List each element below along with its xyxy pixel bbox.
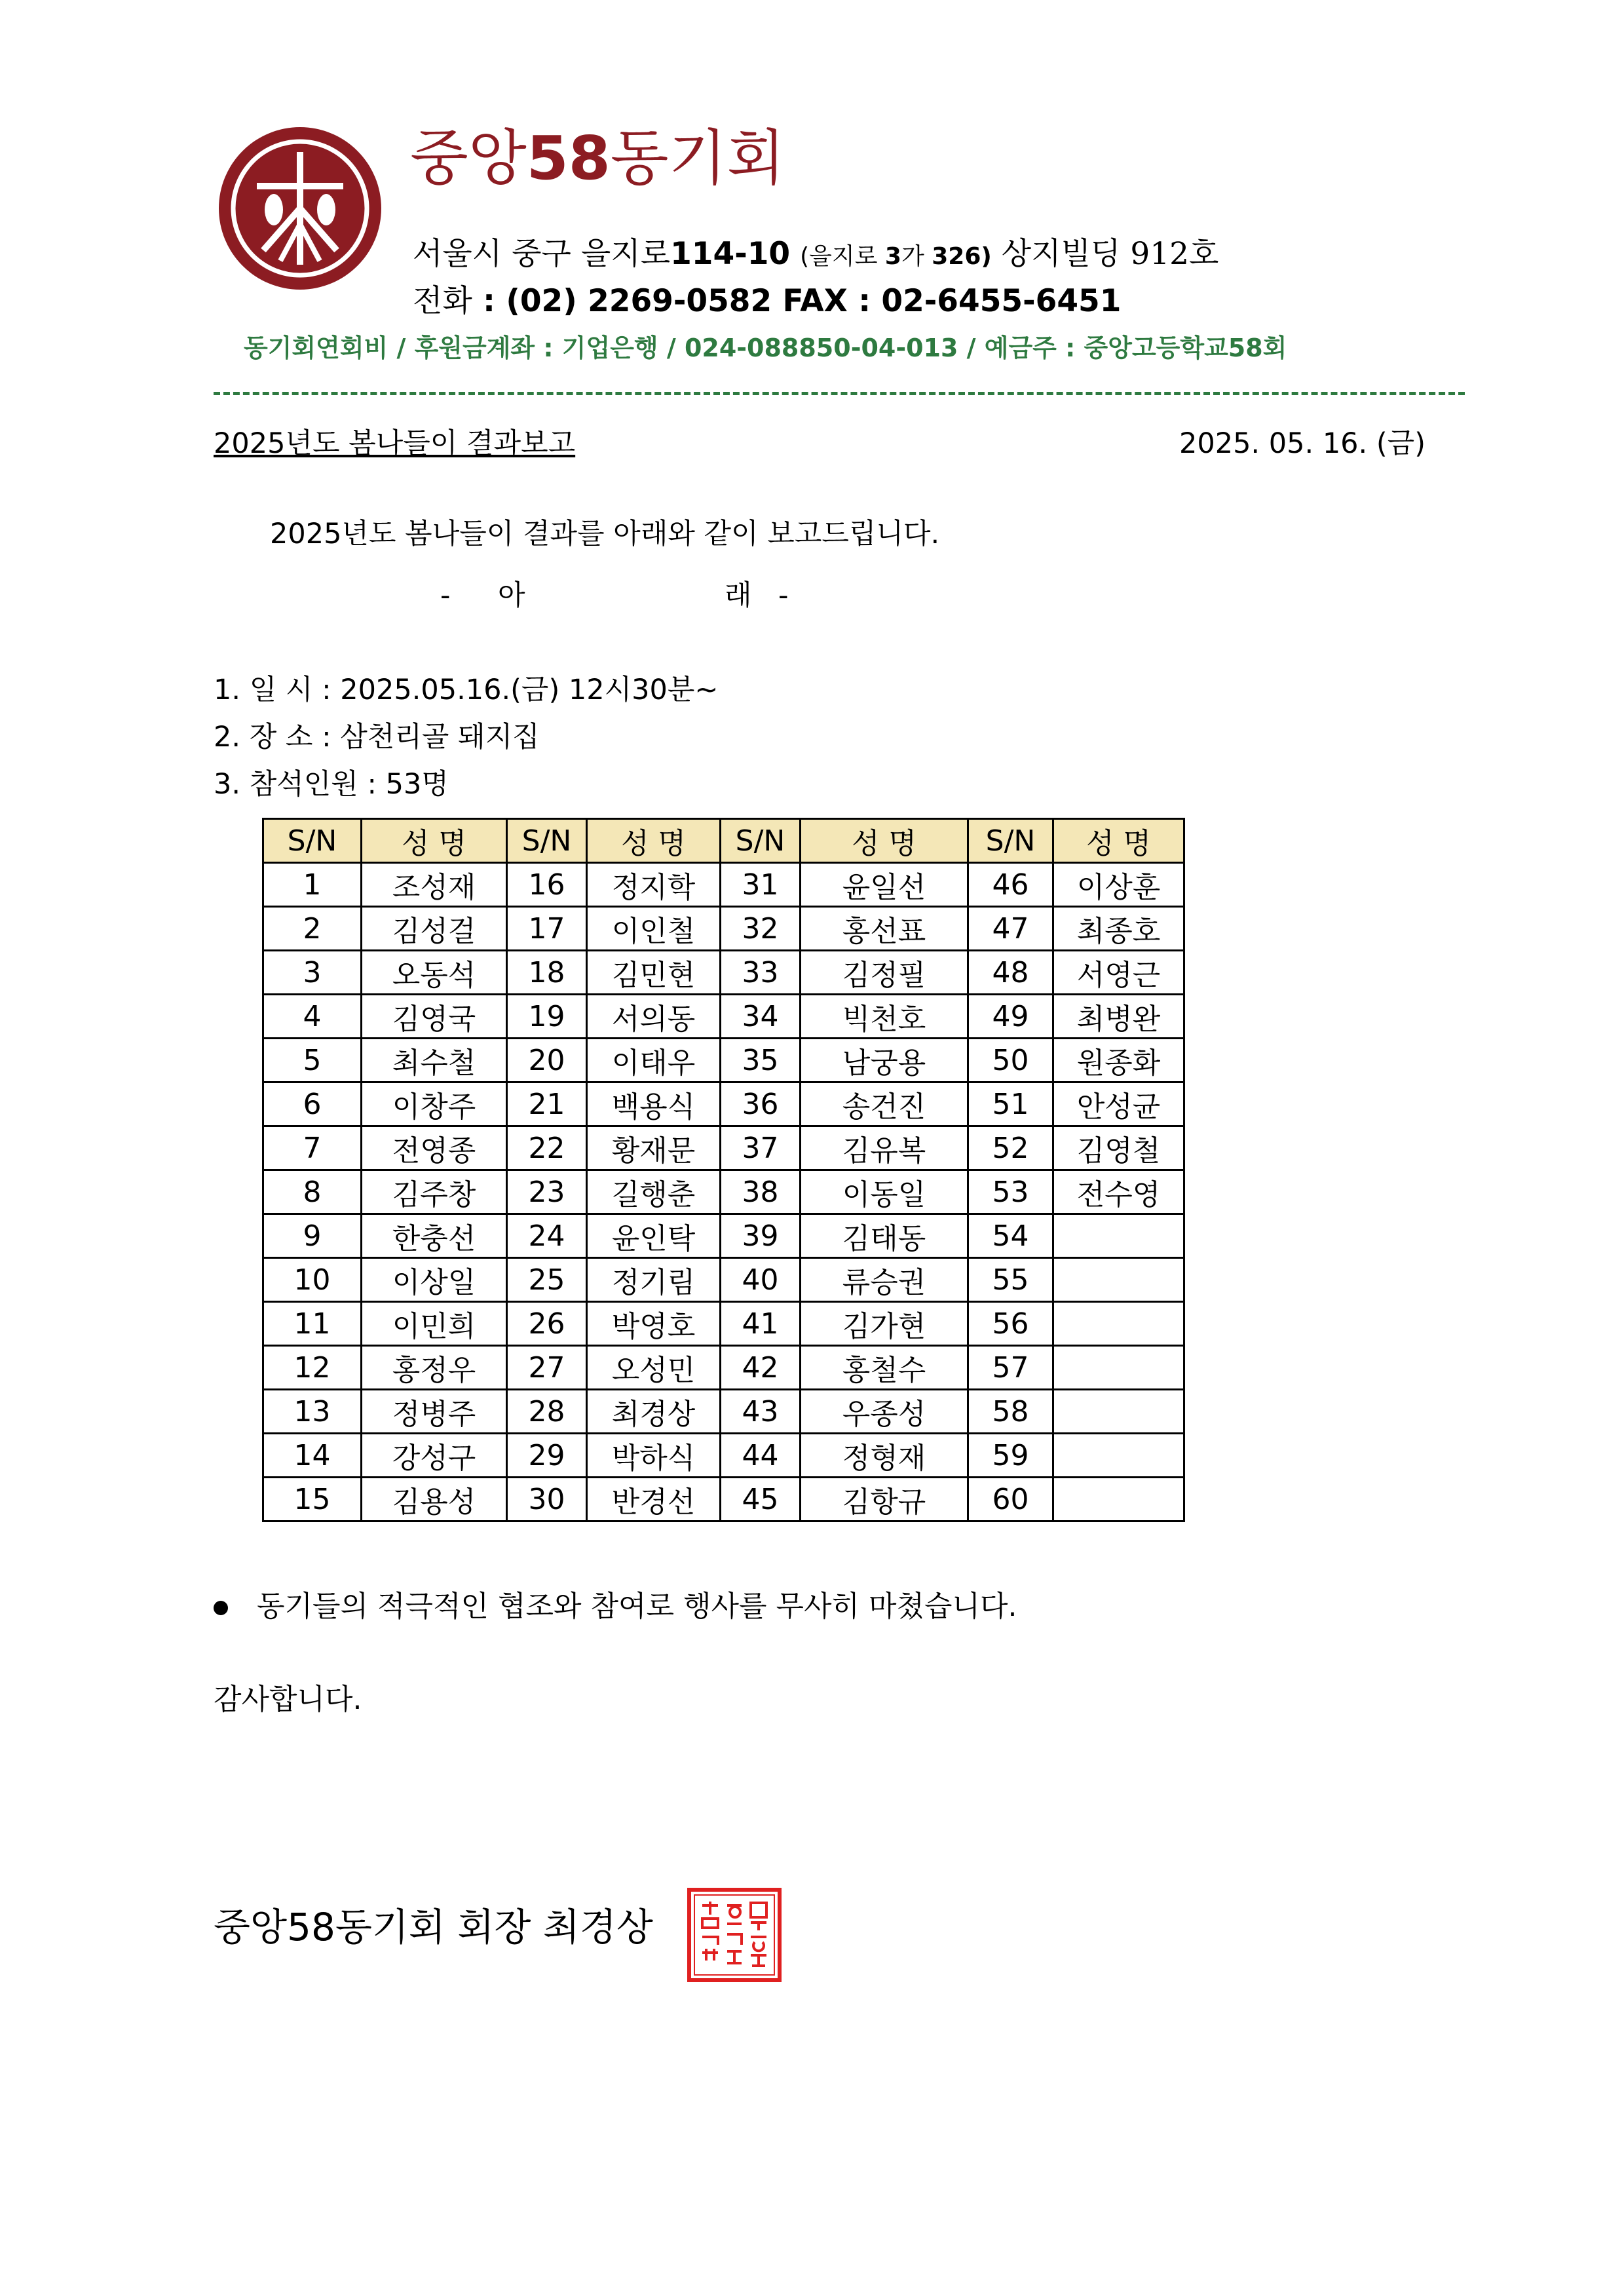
cell-name: 김유복 (801, 1126, 968, 1170)
section-marker: 래 (725, 579, 752, 612)
cell-sn: 32 (721, 907, 801, 951)
cell-sn: 25 (507, 1258, 587, 1302)
attendee-table (262, 818, 1185, 1522)
cell-sn: 50 (968, 1039, 1053, 1082)
cell-name: 김영철 (1053, 1126, 1184, 1170)
cell-name: 최경상 (587, 1390, 721, 1434)
cell-name (1053, 1390, 1184, 1434)
cell-sn: 31 (721, 863, 801, 907)
cell-sn: 39 (721, 1214, 801, 1258)
cell-name: 최종호 (1053, 907, 1184, 951)
cell-name: 우종성 (801, 1390, 968, 1434)
cell-name: 이민희 (362, 1302, 507, 1346)
cell-name: 송건진 (801, 1082, 968, 1126)
cell-sn: 26 (507, 1302, 587, 1346)
cell-sn: 33 (721, 951, 801, 995)
cell-name: 홍선표 (801, 907, 968, 951)
cell-name: 이태우 (587, 1039, 721, 1082)
cell-sn: 21 (507, 1082, 587, 1126)
cell-name: 빅천호 (801, 995, 968, 1039)
cell-sn: 44 (721, 1434, 801, 1478)
cell-name: 김항규 (801, 1478, 968, 1521)
info-item-place: 2. 장 소 : 삼천리골 돼지집 (214, 721, 540, 754)
table-row (263, 1039, 1184, 1082)
cell-name: 박영호 (587, 1302, 721, 1346)
cell-sn: 15 (263, 1478, 362, 1521)
section-marker: - (440, 579, 451, 612)
cell-name: 이창주 (362, 1082, 507, 1126)
cell-name: 홍정우 (362, 1346, 507, 1390)
cell-sn: 57 (968, 1346, 1053, 1390)
header-sn: S/N (263, 819, 362, 863)
cell-name: 이상일 (362, 1258, 507, 1302)
cell-sn: 42 (721, 1346, 801, 1390)
cell-sn: 56 (968, 1302, 1053, 1346)
cell-sn: 17 (507, 907, 587, 951)
cell-name: 이동일 (801, 1170, 968, 1214)
table-row (263, 1126, 1184, 1170)
cell-name: 반경선 (587, 1478, 721, 1521)
cell-name: 원종화 (1053, 1039, 1184, 1082)
table-header-row (263, 819, 1184, 863)
header-name: 성 명 (362, 819, 507, 863)
cell-name: 김성걸 (362, 907, 507, 951)
cell-sn: 12 (263, 1346, 362, 1390)
cell-sn: 2 (263, 907, 362, 951)
cell-name: 정병주 (362, 1390, 507, 1434)
cell-name: 안성균 (1053, 1082, 1184, 1126)
cell-name (1053, 1478, 1184, 1521)
cell-sn: 1 (263, 863, 362, 907)
cell-sn: 60 (968, 1478, 1053, 1521)
cell-name: 오성민 (587, 1346, 721, 1390)
cell-name: 오동석 (362, 951, 507, 995)
info-item-datetime: 1. 일 시 : 2025.05.16.(금) 12시30분~ (214, 674, 719, 706)
cell-name: 서의동 (587, 995, 721, 1039)
cell-sn: 52 (968, 1126, 1053, 1170)
cell-name: 김태동 (801, 1214, 968, 1258)
cell-sn: 37 (721, 1126, 801, 1170)
closing-text: 동기들의 적극적인 협조와 참여로 행사를 무사히 마쳤습니다. (257, 1590, 1017, 1623)
cell-sn: 14 (263, 1434, 362, 1478)
table-row (263, 951, 1184, 995)
cell-sn: 3 (263, 951, 362, 995)
cell-name: 서영근 (1053, 951, 1184, 995)
table-row (263, 1170, 1184, 1214)
cell-sn: 35 (721, 1039, 801, 1082)
cell-sn: 43 (721, 1390, 801, 1434)
cell-name: 전수영 (1053, 1170, 1184, 1214)
cell-name: 윤인탁 (587, 1214, 721, 1258)
cell-sn: 19 (507, 995, 587, 1039)
cell-name: 정기림 (587, 1258, 721, 1302)
cell-name: 강성구 (362, 1434, 507, 1478)
cell-name: 윤일선 (801, 863, 968, 907)
cell-name: 이상훈 (1053, 863, 1184, 907)
report-date: 2025. 05. 16. (금) (1179, 427, 1426, 460)
table-row (263, 1302, 1184, 1346)
cell-name: 김용성 (362, 1478, 507, 1521)
table-row (263, 863, 1184, 907)
cell-name: 김주창 (362, 1170, 507, 1214)
cell-name: 박하식 (587, 1434, 721, 1478)
cell-name (1053, 1302, 1184, 1346)
table-row (263, 1434, 1184, 1478)
cell-name: 최병완 (1053, 995, 1184, 1039)
cell-sn: 11 (263, 1302, 362, 1346)
cell-sn: 40 (721, 1258, 801, 1302)
cell-name: 류승권 (801, 1258, 968, 1302)
cell-sn: 28 (507, 1390, 587, 1434)
signature-line: 중앙58동기회 회장 최경상 (214, 1905, 653, 1949)
header-name: 성 명 (587, 819, 721, 863)
thanks-text: 감사합니다. (214, 1683, 362, 1716)
closing-note (214, 1591, 1017, 1622)
address-line: 서울시 중구 을지로114-10 (을지로 3가 326) 상지빌딩 912호 (413, 236, 1219, 272)
cell-sn: 10 (263, 1258, 362, 1302)
cell-name (1053, 1214, 1184, 1258)
cell-sn: 51 (968, 1082, 1053, 1126)
cell-sn: 59 (968, 1434, 1053, 1478)
cell-sn: 6 (263, 1082, 362, 1126)
cell-sn: 54 (968, 1214, 1053, 1258)
header-sn: S/N (968, 819, 1053, 863)
table-row (263, 907, 1184, 951)
header-name: 성 명 (1053, 819, 1184, 863)
alumni-emblem-icon (217, 126, 383, 291)
cell-sn: 16 (507, 863, 587, 907)
table-row (263, 1082, 1184, 1126)
cell-sn: 22 (507, 1126, 587, 1170)
cell-name: 남궁용 (801, 1039, 968, 1082)
cell-name: 황재문 (587, 1126, 721, 1170)
cell-name: 정형재 (801, 1434, 968, 1478)
header-name: 성 명 (801, 819, 968, 863)
org-name: 중앙58동기회 (410, 123, 785, 193)
section-marker: 아 (498, 579, 525, 612)
table-row (263, 1346, 1184, 1390)
cell-sn: 46 (968, 863, 1053, 907)
table-row (263, 995, 1184, 1039)
cell-sn: 5 (263, 1039, 362, 1082)
cell-sn: 9 (263, 1214, 362, 1258)
cell-sn: 38 (721, 1170, 801, 1214)
cell-name: 전영종 (362, 1126, 507, 1170)
cell-name: 조성재 (362, 863, 507, 907)
cell-name: 김가현 (801, 1302, 968, 1346)
cell-sn: 47 (968, 907, 1053, 951)
cell-name: 최수철 (362, 1039, 507, 1082)
bullet-icon (214, 1601, 228, 1615)
cell-name: 이인철 (587, 907, 721, 951)
cell-sn: 41 (721, 1302, 801, 1346)
cell-sn: 23 (507, 1170, 587, 1214)
cell-name (1053, 1258, 1184, 1302)
cell-sn: 24 (507, 1214, 587, 1258)
cell-sn: 55 (968, 1258, 1053, 1302)
table-row (263, 1214, 1184, 1258)
header-divider (214, 392, 1465, 395)
info-item-attendance: 3. 참석인원 : 53명 (214, 768, 449, 801)
cell-sn: 29 (507, 1434, 587, 1478)
intro-text: 2025년도 봄나들이 결과를 아래와 같이 보고드립니다. (270, 518, 940, 550)
cell-name: 김영국 (362, 995, 507, 1039)
report-title: 2025년도 봄나들이 결과보고 (214, 427, 576, 460)
cell-sn: 34 (721, 995, 801, 1039)
cell-sn: 53 (968, 1170, 1053, 1214)
cell-sn: 45 (721, 1478, 801, 1521)
cell-sn: 4 (263, 995, 362, 1039)
header-sn: S/N (507, 819, 587, 863)
cell-sn: 13 (263, 1390, 362, 1434)
official-seal-icon (687, 1887, 782, 1983)
cell-sn: 27 (507, 1346, 587, 1390)
cell-name: 홍철수 (801, 1346, 968, 1390)
cell-sn: 49 (968, 995, 1053, 1039)
cell-sn: 18 (507, 951, 587, 995)
header-sn: S/N (721, 819, 801, 863)
table-row (263, 1258, 1184, 1302)
cell-sn: 36 (721, 1082, 801, 1126)
cell-name: 정지학 (587, 863, 721, 907)
cell-name (1053, 1346, 1184, 1390)
cell-sn: 20 (507, 1039, 587, 1082)
section-marker: - (778, 579, 789, 612)
cell-sn: 30 (507, 1478, 587, 1521)
cell-name: 백용식 (587, 1082, 721, 1126)
table-row (263, 1478, 1184, 1521)
cell-sn: 48 (968, 951, 1053, 995)
cell-name (1053, 1434, 1184, 1478)
cell-sn: 8 (263, 1170, 362, 1214)
cell-name: 김민현 (587, 951, 721, 995)
bank-account-line: 동기회연회비 / 후원금계좌 : 기업은행 / 024-088850-04-013 / 예금주 : 중앙고등학교58회 (244, 334, 1287, 362)
phone-fax-line: 전화 : (02) 2269-0582 FAX : 02-6455-6451 (413, 283, 1122, 319)
table-row (263, 1390, 1184, 1434)
cell-name: 김정필 (801, 951, 968, 995)
cell-name: 길행춘 (587, 1170, 721, 1214)
cell-sn: 7 (263, 1126, 362, 1170)
cell-name: 한충선 (362, 1214, 507, 1258)
cell-sn: 58 (968, 1390, 1053, 1434)
